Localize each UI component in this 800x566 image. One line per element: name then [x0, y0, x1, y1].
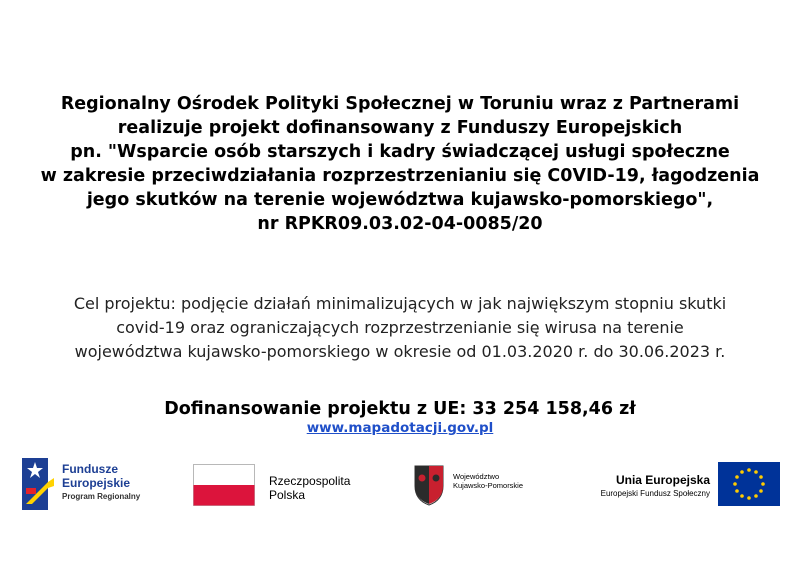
ue-logo: [588, 462, 783, 512]
mapadotacji-link[interactable]: www.mapadotacji.gov.pl: [306, 420, 494, 436]
eu-flag-icon: [718, 462, 780, 506]
heading-line: w zakresie przeciwdziałania rozprzestrzenianiu się C0VID-19, łagodzenia: [40, 166, 760, 186]
heading-line: jego skutków na terenie województwa kujawsko-pomorskiego",: [86, 190, 714, 210]
fe-star-icon: [22, 458, 54, 510]
goal-line: covid-19 oraz ograniczających rozprzestrzenianie się wirusa na terenie: [116, 318, 684, 337]
heading-line: nr RPKR09.03.02-04-0085/20: [257, 214, 543, 234]
funding-amount: Dofinansowanie projektu z UE: 33 254 158,46 zł: [164, 399, 636, 419]
heading-line: realizuje projekt dofinansowany z Funduszy Europejskich: [117, 118, 683, 138]
fe-line2: Europejskie: [62, 476, 131, 490]
ue-line1: Unia Europejska: [615, 473, 710, 487]
logo-bar: [0, 458, 800, 518]
goal-line: Cel projektu: podjęcie działań minimalizujących w jak największym stopniu skutki: [73, 294, 727, 313]
project-goal: [0, 292, 800, 364]
heading-line: Regionalny Ośrodek Polityki Społecznej w Toruniu wraz z Partnerami: [60, 94, 740, 114]
wkp-logo: [413, 462, 563, 512]
heading-line: pn. "Wsparcie osób starszych i kadry świadczącej usługi społeczne: [70, 142, 730, 162]
coat-of-arms-icon: [413, 462, 445, 506]
fe-logo: [22, 458, 172, 513]
fe-line1: Fundusze: [62, 462, 118, 476]
rp-line1: Rzeczpospolita: [269, 474, 351, 488]
wkp-line1: Województwo: [453, 472, 500, 481]
wkp-line2: Kujawsko-Pomorskie: [453, 481, 524, 490]
fe-line3: Program Regionalny: [62, 492, 141, 501]
polish-flag-icon: [193, 464, 255, 506]
goal-line: województwa kujawsko-pomorskiego w okresie od 01.03.2020 r. do 30.06.2023 r.: [74, 342, 726, 361]
project-heading: [0, 92, 800, 236]
ue-line2: Europejski Fundusz Społeczny: [600, 489, 710, 498]
rp-line2: Polska: [269, 488, 306, 502]
rp-logo: [193, 464, 373, 514]
